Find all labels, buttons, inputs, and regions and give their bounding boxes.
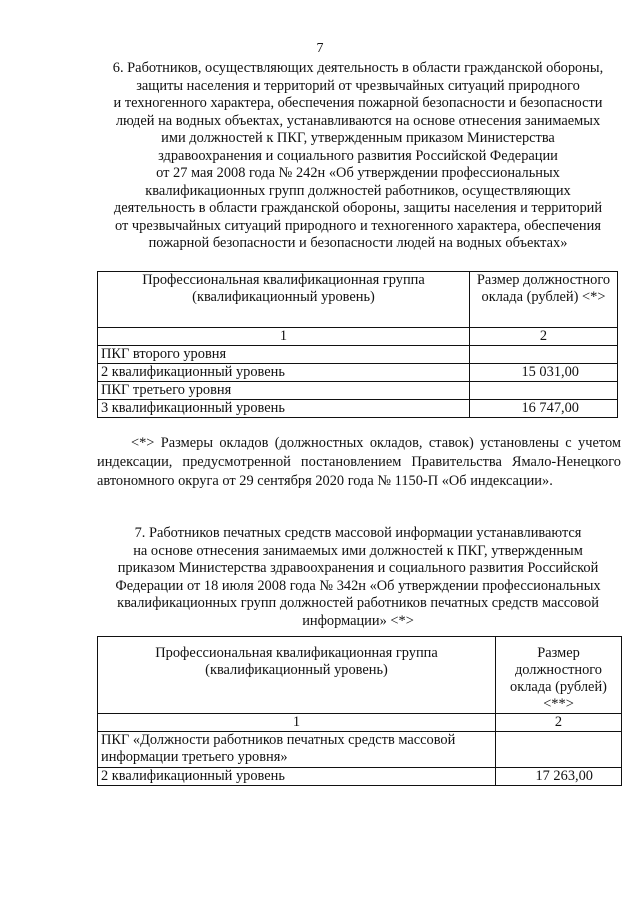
footnote: <*> Размеры окладов (должностных окладов, ставок) установлены с учетом индексации, предусмотренной постановлением Правительства Ямало-Ненецкого автономного округа от 29 сентября 2020 года № 1150-П «Об индексации». (97, 435, 621, 489)
section-6-line: квалификационных групп должностей работников, осуществляющих (145, 182, 571, 199)
column-number: 1 (98, 714, 496, 732)
section-6-line: защиты населения и территорий от чрезвычайных ситуаций природного (136, 77, 580, 94)
table-header-salary: Размер должностного оклада (рублей) <**> (496, 637, 622, 714)
section-6-line: 6. Работников, осуществляющих деятельность в области гражданской обороны, (112, 60, 604, 76)
row-label: 3 квалификационный уровень (98, 400, 470, 418)
row-label: 2 квалификационный уровень (98, 364, 470, 382)
row-label: ПКГ третьего уровня (98, 382, 470, 400)
section-6-heading (96, 60, 620, 253)
row-label: 2 квалификационный уровень (98, 768, 496, 786)
column-number: 1 (98, 328, 470, 346)
table-row (98, 364, 618, 382)
section-6-line: людей на водных объектах, устанавливаются на основе отнесения занимаемых (115, 112, 601, 129)
table-row (98, 382, 618, 400)
column-number: 2 (496, 714, 622, 732)
column-number: 2 (470, 328, 618, 346)
table-row (98, 346, 618, 364)
section-6-line: от чрезвычайных ситуаций природного и техногенного характера, обеспечения (115, 217, 601, 234)
table-row (98, 768, 622, 786)
table-header-group: Профессиональная квалификационная группа (квалификационный уровень) (98, 637, 496, 714)
section-7-line: квалификационных групп должностей работников печатных средств массовой (117, 595, 599, 611)
salary-table-print-media (97, 636, 622, 786)
section-6-line: от 27 мая 2008 года № 242н «Об утверждении профессиональных (156, 165, 560, 181)
section-7-line: на основе отнесения занимаемых ими должностей к ПКГ, утвержденным (133, 542, 583, 559)
row-value (470, 382, 618, 400)
section-6-line: ими должностей к ПКГ, утвержденным приказом Министерства (161, 130, 555, 146)
page-number: 7 (316, 41, 324, 56)
table-row (98, 400, 618, 418)
section-6-line: здравоохранения и социального развития Российской Федерации (158, 147, 558, 164)
row-value (496, 732, 622, 768)
row-value: 17 263,00 (496, 768, 622, 786)
section-7-line: приказом Министерства здравоохранения и социального развития Российской (117, 560, 599, 576)
salary-table-civil-defense (97, 271, 618, 418)
section-7-line: Федерации от 18 июля 2008 года № 342н «Об утверждении профессиональных (115, 577, 601, 594)
row-value: 15 031,00 (470, 364, 618, 382)
section-7-heading (96, 525, 620, 630)
section-7-line: 7. Работников печатных средств массовой информации устанавливаются (134, 525, 582, 541)
row-value: 16 747,00 (470, 400, 618, 418)
table-header-group: Профессиональная квалификационная группа (квалификационный уровень) (98, 272, 470, 328)
section-6-line: деятельность в области гражданской обороны, защиты населения и территорий (113, 200, 603, 216)
table-row (98, 732, 622, 768)
row-value (470, 346, 618, 364)
row-label: ПКГ второго уровня (98, 346, 470, 364)
section-7-line: информации» <*> (302, 612, 414, 629)
table-header-salary: Размер должностного оклада (рублей) <*> (470, 272, 618, 328)
section-6-line: и техногенного характера, обеспечения пожарной безопасности и безопасности (113, 95, 603, 111)
row-label: ПКГ «Должности работников печатных средств массовой информации третьего уровня» (98, 732, 496, 768)
section-6-line: пожарной безопасности и безопасности людей на водных объектах» (148, 235, 568, 251)
